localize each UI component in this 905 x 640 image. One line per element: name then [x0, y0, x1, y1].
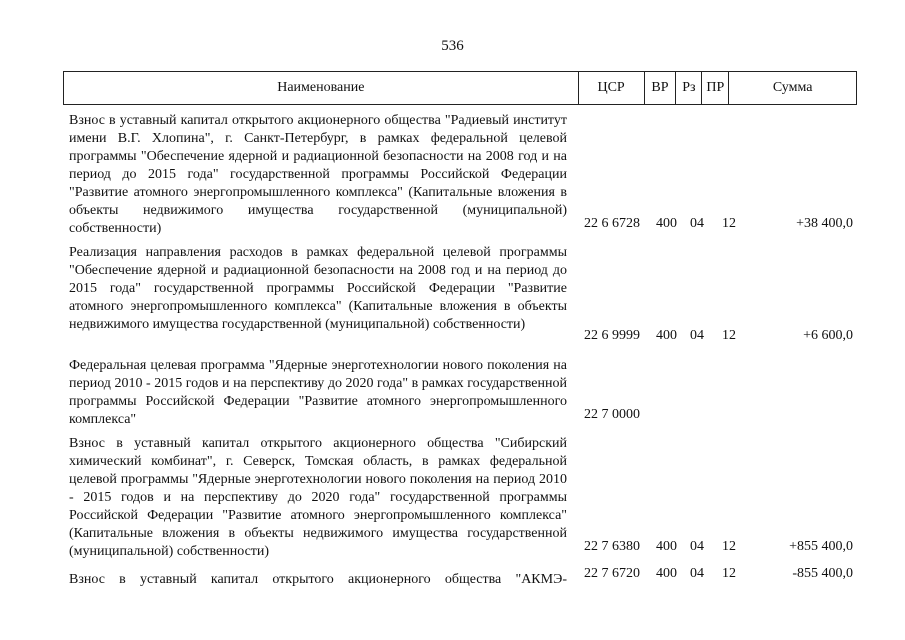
row-name: Взнос в уставный капитал открытого акционерного общества "Сибирский химический комбинат", г. Северск, Томская область, в рамках федеральной целевой программы "Ядерные энерготехнологии нового поколения на период 2010 - 2015 годов и на перспективу до 2020 года" государственной программы Российской Федерации "Развитие атомного энергопромышленного комплекса" (Капитальные вложения в объекты недвижимого имущества государственной (муниципальной) собственности)	[69, 436, 567, 559]
row-name: Взнос в уставный капитал открытого акционерного общества "АКМЭ-	[69, 572, 567, 587]
row-name: Реализация направления расходов в рамках федеральной целевой программы "Обеспечение ядерной и радиационной безопасности на 2008 год и на период до 2015 года" государственной программы Российской Федерации "Развитие атомного энергопромышленного комплекса" (Капитальные вложения в объекты недвижимого имущества государственной (муниципальной) собственности)	[69, 245, 567, 332]
row-rz: 04	[690, 566, 704, 581]
row-csr: 22 6 6728	[584, 216, 640, 231]
row-csr: 22 7 6380	[584, 539, 640, 554]
header-sum: Сумма	[728, 72, 856, 104]
row-name: Взнос в уставный капитал открытого акционерного общества "Радиевый институт имени В.Г. Хлопина", г. Санкт-Петербург, в рамках федеральной целевой программы "Обеспечение ядерной и радиационной безопасности на 2008 год и на период до 2015 года" государственной программы Российской Федерации "Развитие атомного энергопромышленного комплекса" (Капитальные вложения в объекты недвижимого имущества государственной (муниципальной) собственности)	[69, 113, 567, 236]
row-name: Федеральная целевая программа "Ядерные энерготехнологии нового поколения на период 2010 - 2015 годов и на перспективу до 2020 года" в рамках государственной программы Российской Федерации "Развитие атомного энергопромышленного комплекса"	[69, 358, 567, 427]
header-pr: ПР	[701, 72, 728, 104]
row-vr: 400	[656, 539, 677, 554]
header-rz: Рз	[675, 72, 701, 104]
header-vr: ВР	[644, 72, 676, 104]
row-rz: 04	[690, 328, 704, 343]
row-sum: +38 400,0	[796, 216, 853, 231]
row-pr: 12	[722, 216, 736, 231]
row-rz: 04	[690, 216, 704, 231]
row-csr: 22 6 9999	[584, 328, 640, 343]
header-name: Наименование	[277, 80, 365, 95]
row-csr: 22 7 6720	[584, 566, 640, 581]
row-csr: 22 7 0000	[584, 407, 640, 422]
header-csr: ЦСР	[578, 72, 644, 104]
page-number: 536	[441, 38, 464, 54]
row-vr: 400	[656, 566, 677, 581]
row-pr: 12	[722, 539, 736, 554]
row-vr: 400	[656, 216, 677, 231]
table-header	[63, 71, 857, 105]
row-rz: 04	[690, 539, 704, 554]
row-sum: +855 400,0	[789, 539, 853, 554]
row-pr: 12	[722, 328, 736, 343]
row-pr: 12	[722, 566, 736, 581]
row-sum: -855 400,0	[792, 566, 853, 581]
row-sum: +6 600,0	[803, 328, 853, 343]
row-vr: 400	[656, 328, 677, 343]
